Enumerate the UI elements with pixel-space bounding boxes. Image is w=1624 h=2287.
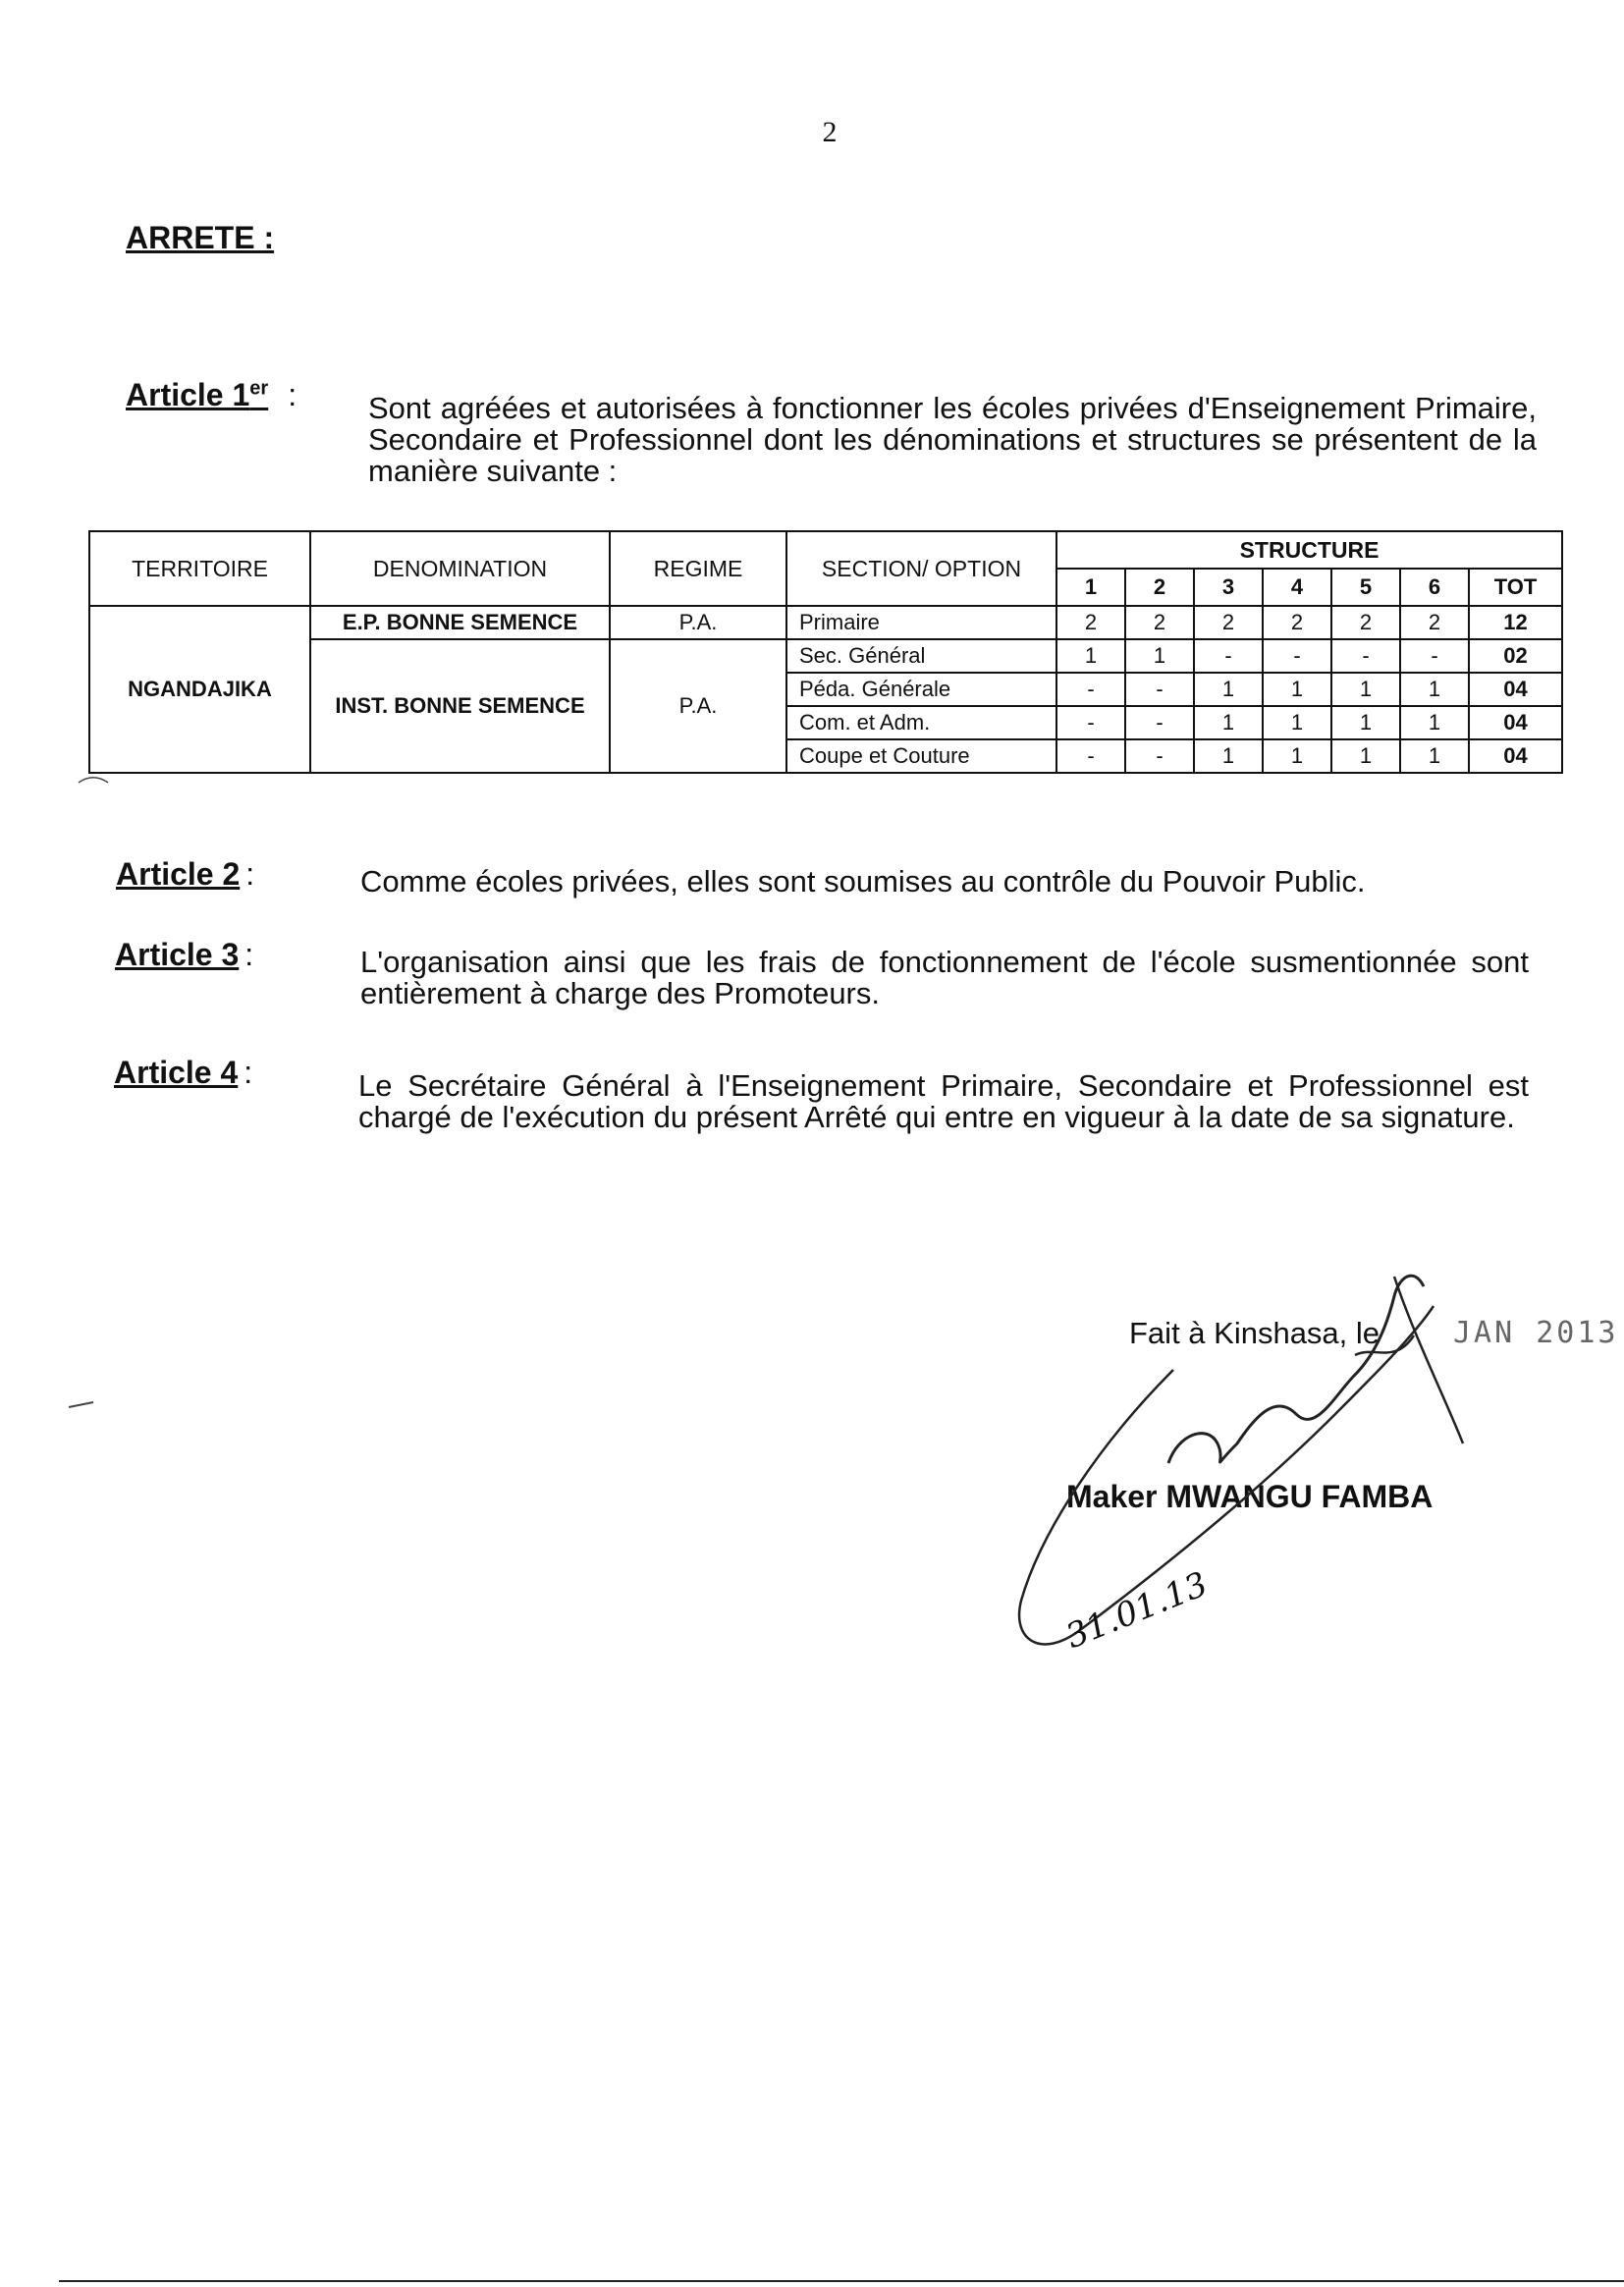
cell-school-name: E.P. BONNE SEMENCE xyxy=(310,606,610,639)
header-col-3: 3 xyxy=(1194,569,1263,606)
cell-value: 1 xyxy=(1331,739,1400,773)
signature-place: Fait à Kinshasa, le xyxy=(1129,1316,1380,1350)
scan-mark xyxy=(79,778,108,783)
article-4-label-text: Article 4 xyxy=(114,1055,239,1090)
cell-value: 1 xyxy=(1194,739,1263,773)
cell-value: 1 xyxy=(1263,706,1331,739)
cell-total: 04 xyxy=(1469,739,1562,773)
header-col-tot: TOT xyxy=(1469,569,1562,606)
article-3-colon: : xyxy=(244,937,254,972)
cell-total: 02 xyxy=(1469,639,1562,673)
cell-value: - xyxy=(1056,673,1125,706)
cell-option: Primaire xyxy=(786,606,1056,639)
header-col-6: 6 xyxy=(1400,569,1469,606)
heading-arrete: ARRETE : xyxy=(126,220,275,255)
page-number: 2 xyxy=(822,116,838,148)
cell-value: 1 xyxy=(1263,739,1331,773)
article-1-text: Sont agréées et autorisées à fonctionner les écoles privées d'Enseignement Primaire, Secondaire et Professionnel dont les dénominations et structures se présentent de la manière suivante : xyxy=(368,391,1537,488)
cell-value: - xyxy=(1125,739,1194,773)
cell-value: 1 xyxy=(1056,639,1125,673)
cell-value: 1 xyxy=(1331,673,1400,706)
article-4-colon: : xyxy=(244,1055,253,1090)
header-col-2: 2 xyxy=(1125,569,1194,606)
signature-stroke xyxy=(1168,1276,1424,1463)
cell-option: Coupe et Couture xyxy=(786,739,1056,773)
cell-option: Péda. Générale xyxy=(786,673,1056,706)
cell-value: 1 xyxy=(1400,706,1469,739)
cell-value: - xyxy=(1125,673,1194,706)
signer-name: Maker MWANGU FAMBA xyxy=(1066,1479,1434,1514)
signature-stamp-date: JAN 2013 xyxy=(1453,1316,1619,1350)
cell-value: 2 xyxy=(1331,606,1400,639)
header-denomination: DENOMINATION xyxy=(310,531,610,606)
article-1-colon: : xyxy=(288,377,298,412)
cell-school-name: INST. BONNE SEMENCE xyxy=(310,639,610,773)
cell-total: 04 xyxy=(1469,706,1562,739)
cell-value: - xyxy=(1400,639,1469,673)
header-col-1: 1 xyxy=(1056,569,1125,606)
article-1-superscript: er xyxy=(249,377,269,400)
article-2-label-text: Article 2 xyxy=(116,856,241,892)
cell-option: Sec. Général xyxy=(786,639,1056,673)
article-1-label-text: Article 1 xyxy=(126,377,250,412)
article-2-colon: : xyxy=(245,856,255,892)
signature-stroke xyxy=(1355,1335,1414,1355)
cell-value: 1 xyxy=(1400,673,1469,706)
cell-value: 2 xyxy=(1056,606,1125,639)
cell-regime: P.A. xyxy=(610,606,786,639)
cell-value: - xyxy=(1056,739,1125,773)
cell-value: 1 xyxy=(1125,639,1194,673)
signature-stroke xyxy=(1394,1277,1463,1443)
cell-value: 2 xyxy=(1125,606,1194,639)
cell-value: 2 xyxy=(1400,606,1469,639)
article-4-text: Le Secrétaire Général à l'Enseignement Primaire, Secondaire et Professionnel est chargé de l'exécution du présent Arrêté qui entre en vigueur à la date de sa signature. xyxy=(358,1068,1529,1134)
cell-value: 1 xyxy=(1400,739,1469,773)
cell-option: Com. et Adm. xyxy=(786,706,1056,739)
cell-value: - xyxy=(1056,706,1125,739)
header-col-5: 5 xyxy=(1331,569,1400,606)
scan-mark xyxy=(69,1402,93,1407)
cell-value: 1 xyxy=(1263,673,1331,706)
header-territoire: TERRITOIRE xyxy=(89,531,310,606)
cell-value: 1 xyxy=(1331,706,1400,739)
article-3-label-text: Article 3 xyxy=(115,937,240,972)
cell-value: - xyxy=(1194,639,1263,673)
signature-stroke xyxy=(1019,1306,1434,1644)
cell-territoire: NGANDAJIKA xyxy=(89,606,310,773)
header-structure: STRUCTURE xyxy=(1056,531,1562,569)
article-2-text: Comme écoles privées, elles sont soumises au contrôle du Pouvoir Public. xyxy=(360,864,1366,898)
cell-value: - xyxy=(1331,639,1400,673)
cell-value: - xyxy=(1125,706,1194,739)
cell-value: - xyxy=(1263,639,1331,673)
cell-value: 2 xyxy=(1263,606,1331,639)
cell-value: 1 xyxy=(1194,706,1263,739)
header-regime: REGIME xyxy=(610,531,786,606)
cell-regime: P.A. xyxy=(610,639,786,773)
cell-total: 12 xyxy=(1469,606,1562,639)
header-col-4: 4 xyxy=(1263,569,1331,606)
cell-value: 2 xyxy=(1194,606,1263,639)
header-section-option: SECTION/ OPTION xyxy=(786,531,1056,606)
handwritten-date: 31.01.13 xyxy=(1060,1564,1214,1658)
cell-total: 04 xyxy=(1469,673,1562,706)
cell-value: 1 xyxy=(1194,673,1263,706)
article-3-text: L'organisation ainsi que les frais de fonctionnement de l'école susmentionnée sont entièrement à charge des Promoteurs. xyxy=(360,945,1529,1010)
